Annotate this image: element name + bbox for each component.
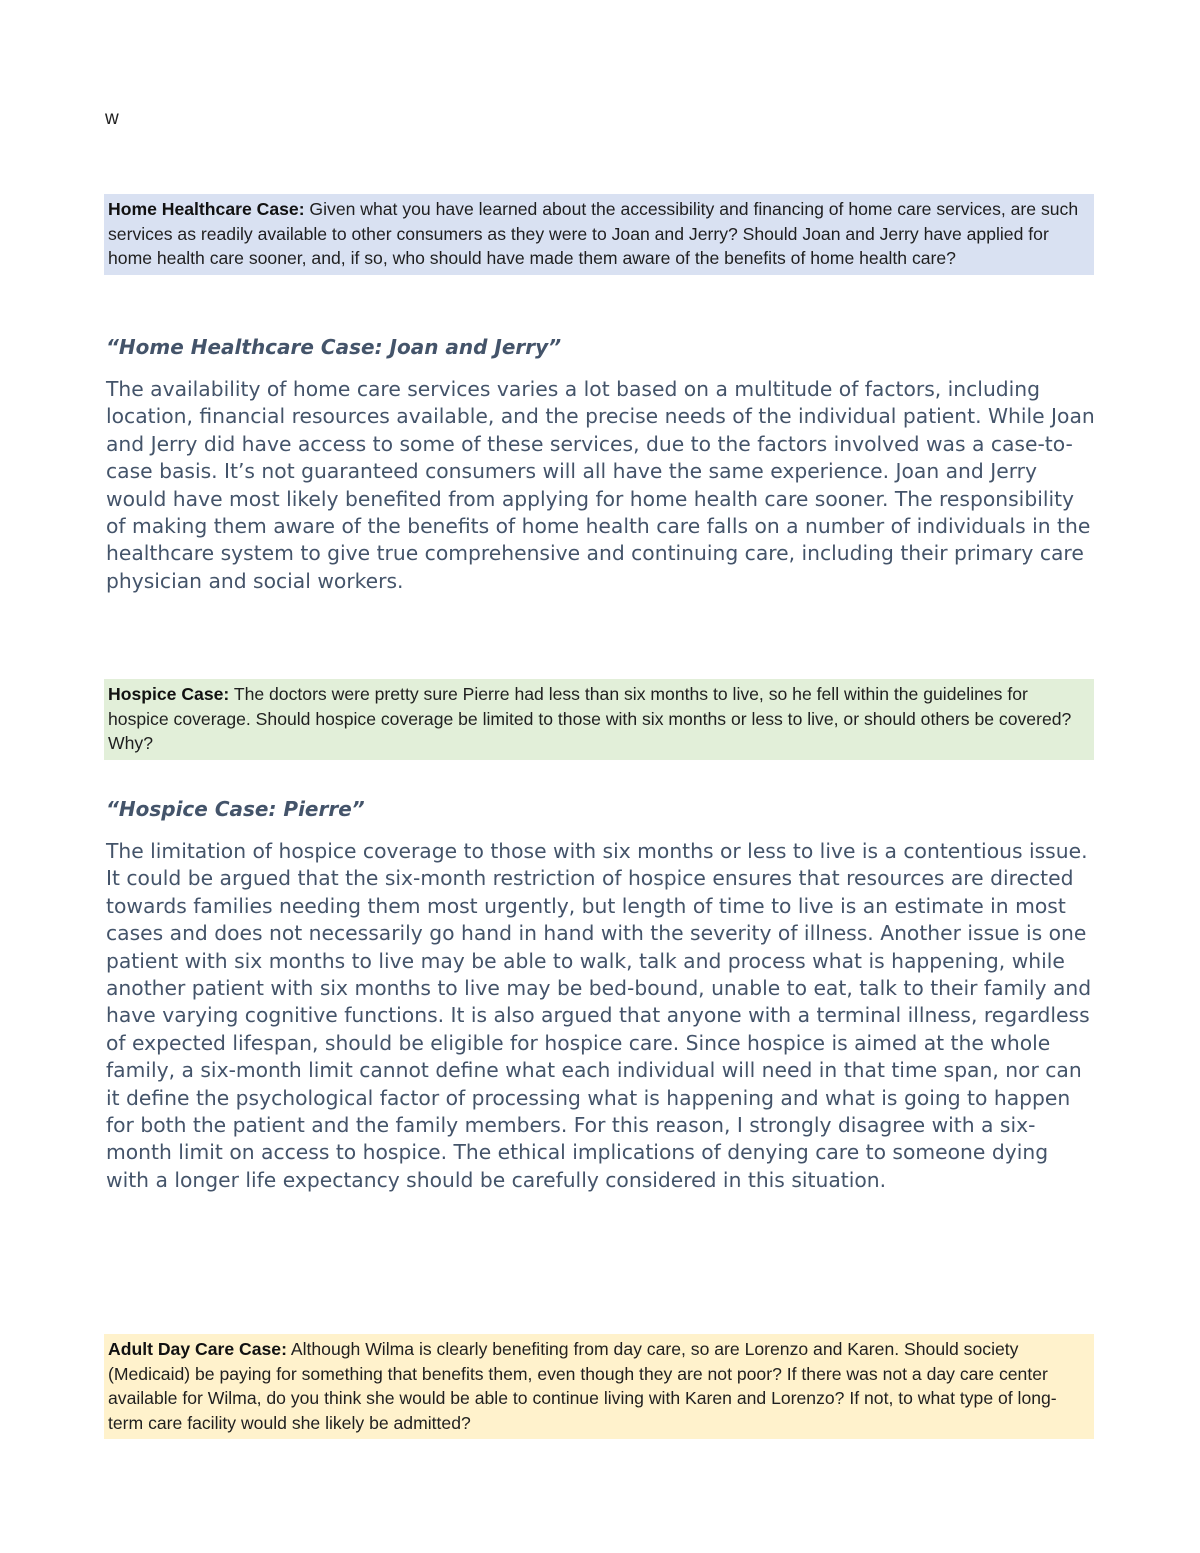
prompt-adult-day-care [104,1334,1094,1439]
prompt-text: Although Wilma is clearly benefiting from day care, so are Lorenzo and Karen. Should society (Medicaid) be paying for something that benefits them, even though they are not poor? If there was not a day care center available for Wilma, do you think she would be able to continue living with Karen and Lorenzo? If not, to what type of long-term care facility would she likely be admitted? [108,1339,1057,1433]
prompt-label: Hospice Case: [108,684,230,704]
prompt-home-healthcare [104,194,1094,275]
answer-hospice: The limitation of hospice coverage to those with six months or less to live is a contentious issue. It could be argued that the six-month restriction of hospice ensures that resources are directed towards families needing them most urgently, but length of time to live is an estimate in most cases and does not necessarily go hand in hand with the severity of illness. Another issue is one patient with six months to live may be able to walk, talk and process what is happening, while another patient with six months to live may be bed-bound, unable to eat, talk to their family and have varying cognitive functions. It is also argued that anyone with a terminal illness, regardless of expected lifespan, should be eligible for hospice care. Since hospice is aimed at the whole family, a six-month limit cannot define what each individual will need in that time span, nor can it define the psychological factor of processing what is happening and what is going to happen for both the patient and the family members. For this reason, I strongly disagree with a six-month limit on access to hospice. The ethical implications of denying care to someone dying with a longer life expectancy should be carefully considered in this situation. [106,839,1092,1192]
answer-home-healthcare: The availability of home care services varies a lot based on a multitude of factors, including location, financial resources available, and the precise needs of the individual patient. While Joan and Jerry did have access to some of these services, due to the factors involved was a case-to-case basis. It’s not guaranteed consumers will all have the same experience. Joan and Jerry would have most likely benefited from applying for home health care sooner. The responsibility of making them aware of the benefits of home health care falls on a number of individuals in the healthcare system to give true comprehensive and continuing care, including their primary care physician and social workers. [106,377,1095,593]
heading-home-healthcare: “Home Healthcare Case: Joan and Jerry” [106,335,562,359]
corner-mark: w [105,108,119,129]
prompt-text: The doctors were pretty sure Pierre had less than six months to live, so he fell within the guidelines for hospice coverage. Should hospice coverage be limited to those with six months or less to live, or should others be covered? Why? [108,684,1072,754]
heading-hospice: “Hospice Case: Pierre” [106,797,365,821]
prompt-label: Home Healthcare Case: [108,199,305,219]
prompt-text: Given what you have learned about the accessibility and financing of home care services, are such services as readily available to other consumers as they were to Joan and Jerry? Should Joan and Jerry have applied for home health care sooner, and, if so, who should have made them aware of the benefits of home health care? [108,199,1079,269]
prompt-label: Adult Day Care Case: [108,1339,287,1359]
prompt-hospice [104,679,1094,760]
